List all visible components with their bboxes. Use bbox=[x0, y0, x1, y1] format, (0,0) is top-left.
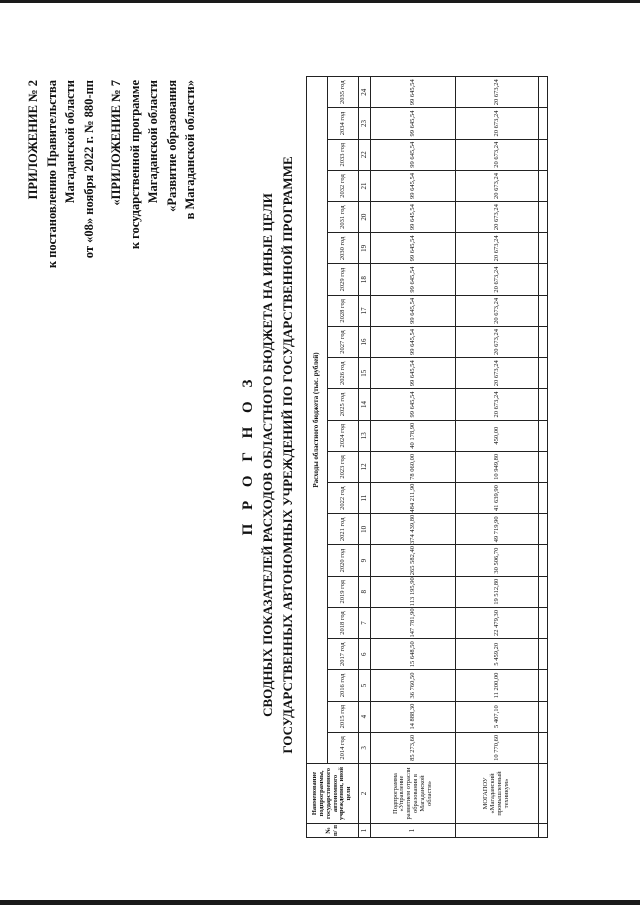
value-cell: 10 949,80 bbox=[456, 451, 539, 482]
empty-cell bbox=[539, 108, 548, 139]
value-cell: 20 673,24 bbox=[456, 77, 539, 108]
empty-cell bbox=[539, 451, 548, 482]
empty-cell bbox=[539, 576, 548, 607]
value-cell: 30 506,70 bbox=[456, 545, 539, 576]
value-cell: 19 512,80 bbox=[456, 576, 539, 607]
appendix-line: к постановлению Правительства bbox=[44, 80, 59, 269]
column-number: 20 bbox=[359, 202, 371, 233]
value-cell: 20 673,24 bbox=[456, 295, 539, 326]
value-cell: 99 645,54 bbox=[371, 389, 456, 420]
value-cell: 36 760,50 bbox=[371, 670, 456, 701]
document-subtitle: ГОСУДАРСТВЕННЫХ АВТОНОМНЫХ УЧРЕЖДЕНИЙ ПО ГОСУДАРСТВЕННОЙ ПРОГРАММЕ bbox=[279, 156, 295, 754]
column-number: 3 bbox=[359, 732, 371, 763]
appendix-line: «Развитие образования bbox=[164, 80, 179, 212]
column-number: 24 bbox=[359, 77, 371, 108]
year-header: 2028 год bbox=[328, 295, 359, 326]
empty-cell bbox=[539, 670, 548, 701]
header-name: Наименование подпрограммы, государственного автономного учреждения, иной цели bbox=[307, 764, 359, 824]
year-header: 2018 год bbox=[328, 607, 359, 638]
appendix-line: к государственной программе bbox=[127, 80, 142, 250]
column-number: 11 bbox=[359, 483, 371, 514]
empty-cell bbox=[539, 233, 548, 264]
value-cell: 20 673,24 bbox=[456, 264, 539, 295]
year-header: 2027 год bbox=[328, 326, 359, 357]
value-cell: 10 770,60 bbox=[456, 732, 539, 763]
column-number: 15 bbox=[359, 358, 371, 389]
column-number: 14 bbox=[359, 389, 371, 420]
column-number: 4 bbox=[359, 701, 371, 732]
column-number: 7 bbox=[359, 607, 371, 638]
column-number: 16 bbox=[359, 326, 371, 357]
document-title: П Р О Г Н О З bbox=[240, 374, 256, 536]
column-number: 21 bbox=[359, 170, 371, 201]
year-header: 2030 год bbox=[328, 233, 359, 264]
document-heading bbox=[240, 60, 296, 850]
empty-cell bbox=[539, 358, 548, 389]
year-header: 2034 год bbox=[328, 108, 359, 139]
empty-cell bbox=[539, 389, 548, 420]
column-number: 23 bbox=[359, 108, 371, 139]
value-cell: 15 648,50 bbox=[371, 639, 456, 670]
empty-cell bbox=[539, 764, 548, 824]
year-header-row bbox=[328, 77, 359, 838]
row-name: Подпрограмма «Управление развитием отрасли образования в Магаданской области» bbox=[371, 764, 456, 824]
value-cell: 20 673,24 bbox=[456, 326, 539, 357]
empty-cell bbox=[539, 701, 548, 732]
column-number: 12 bbox=[359, 451, 371, 482]
value-cell: 20 673,24 bbox=[456, 358, 539, 389]
appendix-line: «ПРИЛОЖЕНИЕ № 7 bbox=[109, 80, 123, 206]
empty-row bbox=[539, 77, 548, 838]
year-header: 2035 год bbox=[328, 77, 359, 108]
value-cell: 374 439,80 bbox=[371, 514, 456, 545]
value-cell: 22 479,30 bbox=[456, 607, 539, 638]
scan-edge-top bbox=[0, 0, 640, 3]
value-cell: 20 673,24 bbox=[456, 389, 539, 420]
empty-cell bbox=[539, 77, 548, 108]
empty-cell bbox=[539, 732, 548, 763]
scan-edge-bottom bbox=[0, 900, 640, 905]
year-header: 2025 год bbox=[328, 389, 359, 420]
value-cell: 99 645,54 bbox=[371, 358, 456, 389]
empty-cell bbox=[539, 545, 548, 576]
column-number: 10 bbox=[359, 514, 371, 545]
year-header: 2026 год bbox=[328, 358, 359, 389]
year-header: 2019 год bbox=[328, 576, 359, 607]
value-cell: 20 673,24 bbox=[456, 170, 539, 201]
year-header: 2015 год bbox=[328, 701, 359, 732]
empty-cell bbox=[539, 483, 548, 514]
column-number: 19 bbox=[359, 233, 371, 264]
value-cell: 99 645,54 bbox=[371, 108, 456, 139]
empty-cell bbox=[539, 639, 548, 670]
value-cell: 40 178,90 bbox=[371, 420, 456, 451]
year-header: 2032 год bbox=[328, 170, 359, 201]
column-number: 8 bbox=[359, 576, 371, 607]
value-cell: 5 459,20 bbox=[456, 639, 539, 670]
value-cell: 20 673,24 bbox=[456, 108, 539, 139]
empty-cell bbox=[539, 170, 548, 201]
row-number: 1 bbox=[371, 824, 456, 838]
value-cell: 85 273,60 bbox=[371, 732, 456, 763]
appendix-block bbox=[24, 80, 200, 520]
empty-cell bbox=[539, 514, 548, 545]
year-header: 2022 год bbox=[328, 483, 359, 514]
empty-cell bbox=[539, 607, 548, 638]
year-header: 2023 год bbox=[328, 451, 359, 482]
value-cell: 41 639,90 bbox=[456, 483, 539, 514]
value-cell: 78 060,00 bbox=[371, 451, 456, 482]
year-header: 2029 год bbox=[328, 264, 359, 295]
value-cell: 49 719,90 bbox=[456, 514, 539, 545]
table-row bbox=[371, 77, 456, 838]
value-cell: 99 645,54 bbox=[371, 233, 456, 264]
appendix-line: Магаданской области bbox=[146, 80, 160, 204]
value-cell: 99 645,54 bbox=[371, 139, 456, 170]
empty-cell bbox=[539, 420, 548, 451]
row-number bbox=[456, 824, 539, 838]
empty-cell bbox=[539, 264, 548, 295]
appendix-line: в Магаданской области» bbox=[183, 80, 197, 220]
appendix-line: Магаданской области bbox=[63, 80, 77, 204]
value-cell: 5 407,10 bbox=[456, 701, 539, 732]
value-cell: 11 200,00 bbox=[456, 670, 539, 701]
value-cell: 14 888,30 bbox=[371, 701, 456, 732]
column-number: 18 bbox=[359, 264, 371, 295]
appendix-line: ПРИЛОЖЕНИЕ № 2 bbox=[26, 80, 40, 200]
value-cell: 484 211,90 bbox=[371, 483, 456, 514]
column-number: 2 bbox=[359, 764, 371, 824]
year-header: 2033 год bbox=[328, 139, 359, 170]
year-header: 2024 год bbox=[328, 420, 359, 451]
column-number-row bbox=[359, 77, 371, 838]
value-cell: 265 582,40 bbox=[371, 545, 456, 576]
value-cell: 99 645,54 bbox=[371, 202, 456, 233]
value-cell: 450,00 bbox=[456, 420, 539, 451]
value-cell: 147 781,90 bbox=[371, 607, 456, 638]
column-number: 5 bbox=[359, 670, 371, 701]
year-header: 2021 год bbox=[328, 514, 359, 545]
column-number: 6 bbox=[359, 639, 371, 670]
value-cell: 99 645,54 bbox=[371, 264, 456, 295]
empty-cell bbox=[539, 139, 548, 170]
header-spending: Расходы областного бюджета (тыс. рублей) bbox=[307, 77, 328, 764]
value-cell: 113 195,90 bbox=[371, 576, 456, 607]
value-cell: 99 645,54 bbox=[371, 170, 456, 201]
value-cell: 99 645,54 bbox=[371, 77, 456, 108]
column-number: 22 bbox=[359, 139, 371, 170]
year-header: 2016 год bbox=[328, 670, 359, 701]
row-name: МОГАПОУ «Магаданский промышленный техникум» bbox=[456, 764, 539, 824]
empty-cell bbox=[539, 295, 548, 326]
rotated-document-page bbox=[10, 60, 570, 850]
forecast-table bbox=[306, 76, 548, 838]
column-number: 9 bbox=[359, 545, 371, 576]
year-header: 2031 год bbox=[328, 202, 359, 233]
appendix-line: от «08» ноября 2022 г. № 880-пп bbox=[81, 80, 96, 259]
column-number: 13 bbox=[359, 420, 371, 451]
year-header: 2020 год bbox=[328, 545, 359, 576]
column-number: 1 bbox=[359, 824, 371, 838]
empty-cell bbox=[539, 202, 548, 233]
value-cell: 99 645,54 bbox=[371, 295, 456, 326]
year-header: 2014 год bbox=[328, 732, 359, 763]
column-number: 17 bbox=[359, 295, 371, 326]
header-number: № п/ п bbox=[307, 824, 359, 838]
value-cell: 99 645,54 bbox=[371, 326, 456, 357]
document-subtitle: СВОДНЫХ ПОКАЗАТЕЛЕЙ РАСХОДОВ ОБЛАСТНОГО БЮДЖЕТА НА ИНЫЕ ЦЕЛИ bbox=[260, 193, 275, 717]
table-row bbox=[456, 77, 539, 838]
empty-cell bbox=[539, 824, 548, 838]
value-cell: 20 673,24 bbox=[456, 233, 539, 264]
year-header: 2017 год bbox=[328, 639, 359, 670]
value-cell: 20 673,24 bbox=[456, 202, 539, 233]
empty-cell bbox=[539, 326, 548, 357]
value-cell: 20 673,24 bbox=[456, 139, 539, 170]
